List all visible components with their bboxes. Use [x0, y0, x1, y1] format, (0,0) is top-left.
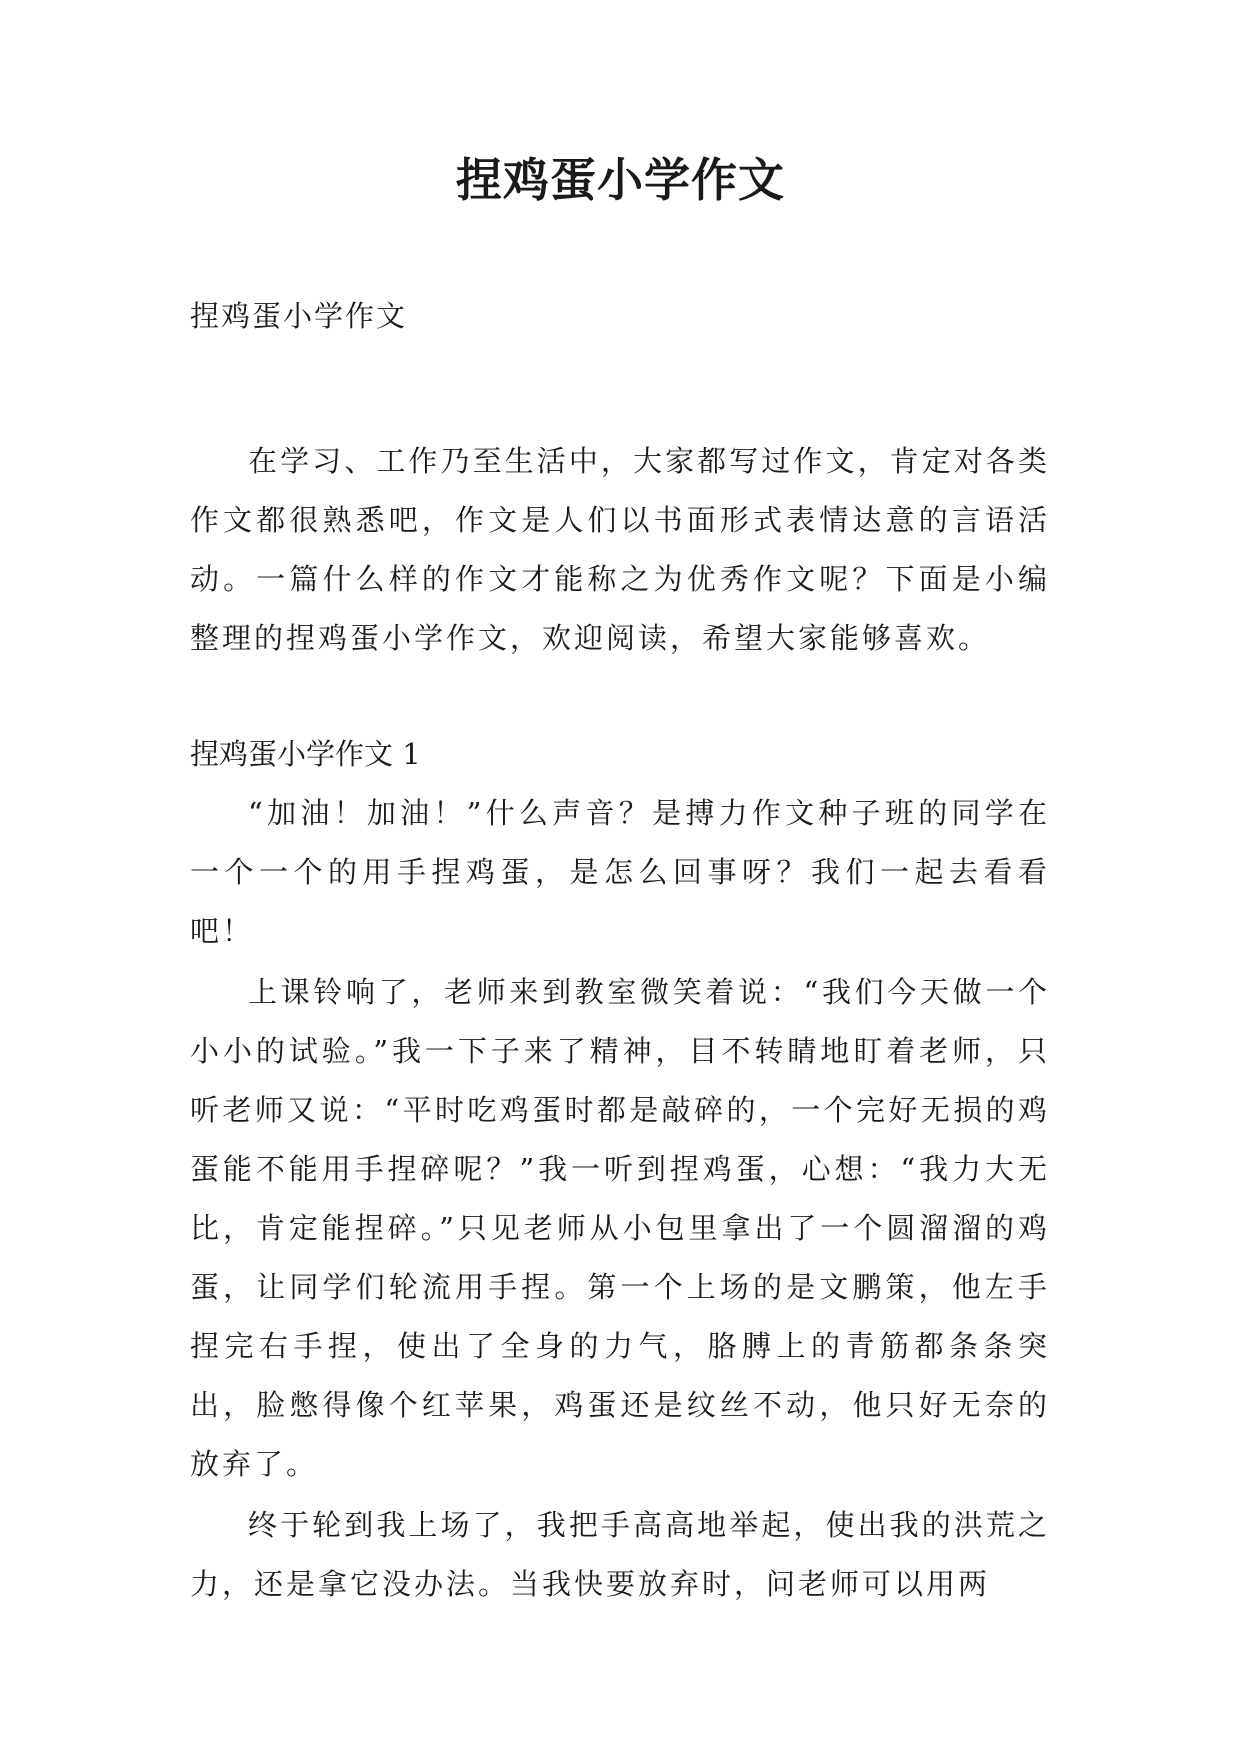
body-paragraph: 终于轮到我上场了，我把手高高地举起，使出我的洪荒之力，还是拿它没办法。当我快要放弃时，问老师可以用两 [190, 1508, 1050, 1601]
document-title: 捏鸡蛋小学作文 [456, 153, 785, 207]
body-paragraph: “加油！加油！”什么声音？是搏力作文种子班的同学在一个一个的用手捏鸡蛋，是怎么回事呀？我们一起去看看吧！ [190, 796, 1050, 948]
spacer [190, 406, 1050, 432]
spacer [190, 668, 1050, 724]
intro-paragraph: 在学习、工作乃至生活中，大家都写过作文，肯定对各类作文都很熟悉吧，作文是人们以书面形式表情达意的言语活动。一篇什么样的作文才能称之为优秀作文呢？下面是小编整理的捏鸡蛋小学作文，欢迎阅读，希望大家能够喜欢。 [190, 444, 1050, 655]
document-subtitle: 捏鸡蛋小学作文 [190, 299, 408, 333]
body-paragraph: 上课铃响了，老师来到教室微笑着说：“我们今天做一个小小的试验。”我一下子来了精神，目不转睛地盯着老师，只听老师又说：“平时吃鸡蛋时都是敲碎的，一个完好无损的鸡蛋能不能用手捏碎呢？”我一听到捏鸡蛋，心想：“我力大无比，肯定能捏碎。”只见老师从小包里拿出了一个圆溜溜的鸡蛋，让同学们轮流用手捏。第一个上场的是文鹏策，他左手捏完右手捏，使出了全身的力气，胳膊上的青筋都条条突出，脸憋得像个红苹果，鸡蛋还是纹丝不动，他只好无奈的放弃了。 [190, 975, 1050, 1481]
document-body [190, 286, 1050, 1614]
section-title: 捏鸡蛋小学作文 1 [190, 737, 421, 771]
spacer [190, 346, 1050, 406]
